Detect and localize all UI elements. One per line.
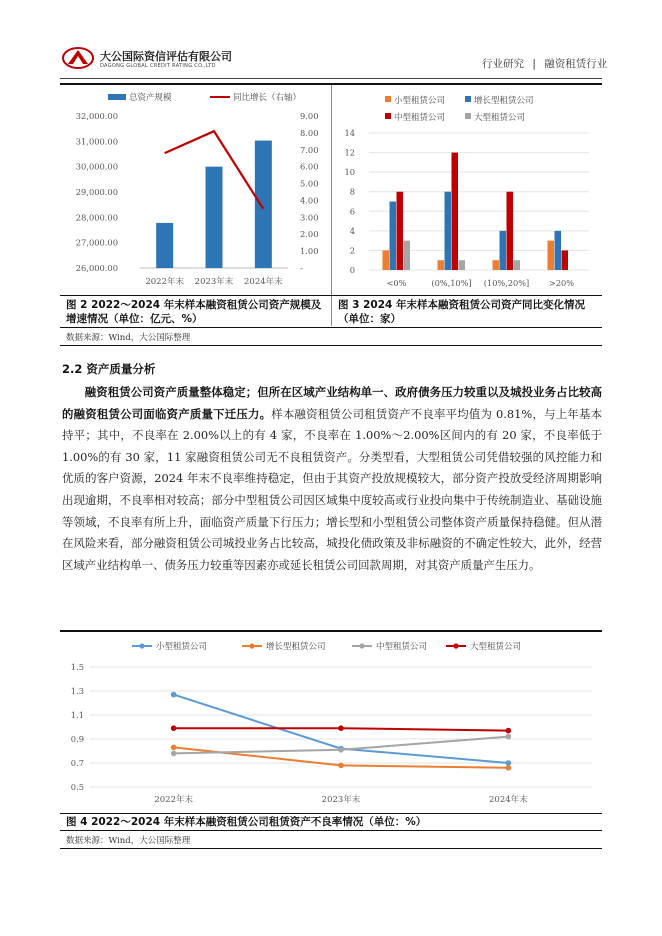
series-point-0 bbox=[506, 760, 512, 766]
breadcrumb-separator: | bbox=[532, 58, 536, 70]
fig2-caption: 图 2 2022～2024 年末样本融资租赁公司资产规模及增速情况（单位：亿元、%） bbox=[66, 299, 322, 325]
breadcrumb-category: 行业研究 bbox=[482, 58, 524, 70]
legend-label: 大型租赁公司 bbox=[470, 642, 522, 652]
bar-3 bbox=[514, 260, 521, 270]
fig4-frame-top bbox=[60, 630, 602, 632]
y-tick: 0.5 bbox=[70, 782, 84, 792]
breadcrumb-industry: 融资租赁行业 bbox=[544, 58, 608, 70]
series-point-0 bbox=[171, 692, 177, 698]
y-tick: 8 bbox=[349, 186, 355, 197]
x-tick: (10%,20%] bbox=[483, 278, 530, 288]
bar-1 bbox=[390, 202, 397, 271]
legend-swatch bbox=[385, 113, 391, 119]
legend-marker bbox=[139, 643, 144, 648]
y-tick: 1.1 bbox=[70, 710, 84, 720]
legend-marker bbox=[453, 643, 458, 648]
legend-label: 增长型租赁公司 bbox=[474, 96, 534, 106]
series-point-1 bbox=[338, 763, 344, 769]
bar-0 bbox=[548, 241, 555, 270]
bar-total-assets bbox=[156, 223, 173, 268]
fig2-chart bbox=[60, 85, 330, 295]
legend-marker bbox=[249, 643, 254, 648]
figure-frame-bottom bbox=[60, 345, 602, 346]
y-tick: 14 bbox=[344, 128, 355, 138]
figure-divider bbox=[331, 85, 332, 326]
x-tick: 2024年末 bbox=[244, 277, 283, 287]
legend-label: 小型租赁公司 bbox=[394, 96, 446, 106]
fig4-caption-rule bbox=[60, 813, 602, 814]
y-right-tick: - bbox=[300, 263, 303, 273]
section-paragraph bbox=[62, 382, 602, 576]
legend-marker bbox=[359, 643, 364, 648]
bar-1 bbox=[500, 231, 507, 270]
series-point-3 bbox=[171, 725, 177, 731]
y-left-tick: 27,000.00 bbox=[75, 237, 118, 248]
bar-2 bbox=[397, 192, 404, 270]
y-right-tick: 8.00 bbox=[300, 127, 319, 138]
bar-2 bbox=[452, 153, 459, 270]
series-point-2 bbox=[338, 747, 344, 753]
legend-label: 大型租赁公司 bbox=[474, 113, 526, 123]
series-point-1 bbox=[506, 765, 512, 771]
y-tick: 12 bbox=[344, 147, 355, 158]
x-tick: 2023年末 bbox=[321, 795, 361, 805]
section-title: 2.2 资产质量分析 bbox=[62, 362, 156, 376]
series-point-3 bbox=[338, 725, 344, 731]
y-left-tick: 26,000.00 bbox=[75, 263, 118, 273]
y-tick: 1.5 bbox=[70, 662, 84, 672]
legend-label: 增长型租赁公司 bbox=[266, 642, 326, 652]
y-right-tick: 7.00 bbox=[300, 144, 319, 155]
y-tick: 0.7 bbox=[70, 758, 84, 768]
legend-label: 中型租赁公司 bbox=[376, 642, 428, 652]
bar-1 bbox=[445, 192, 452, 270]
x-tick: 2024年末 bbox=[489, 795, 528, 805]
y-left-tick: 29,000.00 bbox=[75, 187, 118, 197]
company-name: 大公国际资信评估有限公司 bbox=[100, 50, 232, 63]
fig3-caption: 图 3 2024 年末样本融资租赁公司资产同比变化情况（单位：家） bbox=[338, 299, 585, 325]
legend-swatch bbox=[465, 113, 471, 119]
y-right-tick: 5.00 bbox=[300, 178, 319, 189]
paragraph-body: 样本融资租赁公司租赁资产不良率平均值为 0.81%，与上年基本持平；其中，不良率在 2.00%以上的有 4 家，不良率在 1.00%～2.00%区间内的有 20 家，不良率低于 1.00%的有 30 家，11 家融资租赁公司无不良租赁资产。分类型看，大型租赁公司凭借较强的风控能力和优质的客户资源，2024 年末不良率维持稳定，但由于其资产投放规模较大，部分资产投放受经济周期影响出现逾期，不良率相对较高；部分中型租赁公司因区域集中度较高或行业投向集中于传统制造业、基础设施等领域，不良率有所上升，面临资产质量下行压力；增长型和小型租赁公司整体资产质量保持稳健。但从潜在风险来看，部分融资租赁公司城投业务占比较高，城投化债政策及非标融资的不确定性较大，此外，经营区域产业结构单一、债务压力较重等因素亦或延长租赁公司回款周期，对其资产质量产生压力。 bbox=[62, 406, 602, 572]
legend-bar-label: 总资产规模 bbox=[129, 93, 172, 103]
logo-icon bbox=[62, 46, 96, 70]
y-right-tick: 6.00 bbox=[300, 161, 319, 172]
legend-bar-swatch bbox=[108, 94, 126, 100]
bar-3 bbox=[459, 260, 466, 270]
y-tick: 2 bbox=[349, 245, 355, 256]
bar-3 bbox=[404, 241, 411, 270]
series-point-3 bbox=[506, 728, 512, 734]
source-note-bottom: 数据来源：Wind，大公国际整理 bbox=[66, 836, 191, 846]
y-right-tick: 9.00 bbox=[300, 111, 319, 121]
x-tick: (0%,10%] bbox=[431, 278, 472, 288]
bar-total-assets bbox=[255, 141, 272, 268]
series-point-2 bbox=[506, 734, 512, 740]
header-rule bbox=[60, 78, 602, 79]
legend-line-label: 同比增长（右轴） bbox=[233, 93, 302, 103]
x-tick: <0% bbox=[386, 278, 407, 288]
bar-1 bbox=[555, 231, 562, 270]
y-tick: 0 bbox=[349, 265, 355, 275]
paragraph-lead: 融资租赁公司资产质量整体稳定；但所在区域产业结构单一、政府债务压力较重以及城投业务占比较高的融资租赁公司面临资产质量下迁压力。 bbox=[62, 385, 602, 421]
y-right-tick: 1.00 bbox=[300, 246, 319, 257]
fig4-source-rule bbox=[60, 830, 602, 831]
y-right-tick: 2.00 bbox=[300, 229, 319, 240]
legend-swatch bbox=[465, 96, 471, 102]
series-point-1 bbox=[171, 745, 177, 751]
bar-0 bbox=[383, 250, 390, 270]
fig4-caption: 图 4 2022～2024 年末样本融资租赁公司租赁资产不良率情况（单位：%） bbox=[66, 816, 427, 828]
breadcrumb bbox=[482, 56, 607, 71]
series-point-2 bbox=[171, 751, 177, 757]
source-note: 数据来源：Wind，大公国际整理 bbox=[66, 333, 191, 343]
legend-label: 小型租赁公司 bbox=[156, 642, 208, 652]
y-right-tick: 3.00 bbox=[300, 212, 319, 223]
legend-swatch bbox=[385, 96, 391, 102]
legend-label: 中型租赁公司 bbox=[394, 113, 446, 123]
bar-0 bbox=[493, 260, 500, 270]
y-tick: 0.9 bbox=[70, 734, 84, 744]
x-tick: 2023年末 bbox=[194, 277, 234, 287]
y-left-tick: 28,000.00 bbox=[75, 212, 118, 223]
y-left-tick: 32,000.00 bbox=[75, 111, 118, 121]
y-right-tick: 4.00 bbox=[300, 195, 319, 206]
y-tick: 6 bbox=[349, 206, 355, 217]
bar-2 bbox=[507, 192, 514, 270]
x-tick: 2022年末 bbox=[145, 277, 184, 287]
fig3-chart bbox=[333, 85, 601, 295]
caption-rule-top bbox=[60, 295, 602, 296]
y-tick: 1.3 bbox=[70, 686, 84, 696]
x-tick: 2022年末 bbox=[154, 795, 193, 805]
company-name-en: DAGONG GLOBAL CREDIT RATING CO.,LTD bbox=[100, 63, 216, 69]
y-tick: 4 bbox=[349, 225, 355, 236]
y-left-tick: 30,000.00 bbox=[75, 161, 118, 172]
bar-2 bbox=[562, 250, 569, 270]
y-tick: 10 bbox=[344, 167, 355, 178]
caption-rule-bottom bbox=[60, 327, 602, 328]
bar-total-assets bbox=[206, 167, 223, 268]
fig4-chart bbox=[60, 633, 602, 811]
bar-0 bbox=[438, 260, 445, 270]
y-left-tick: 31,000.00 bbox=[75, 136, 118, 147]
fig4-frame-bottom bbox=[60, 848, 602, 849]
x-tick: >20% bbox=[548, 278, 575, 288]
